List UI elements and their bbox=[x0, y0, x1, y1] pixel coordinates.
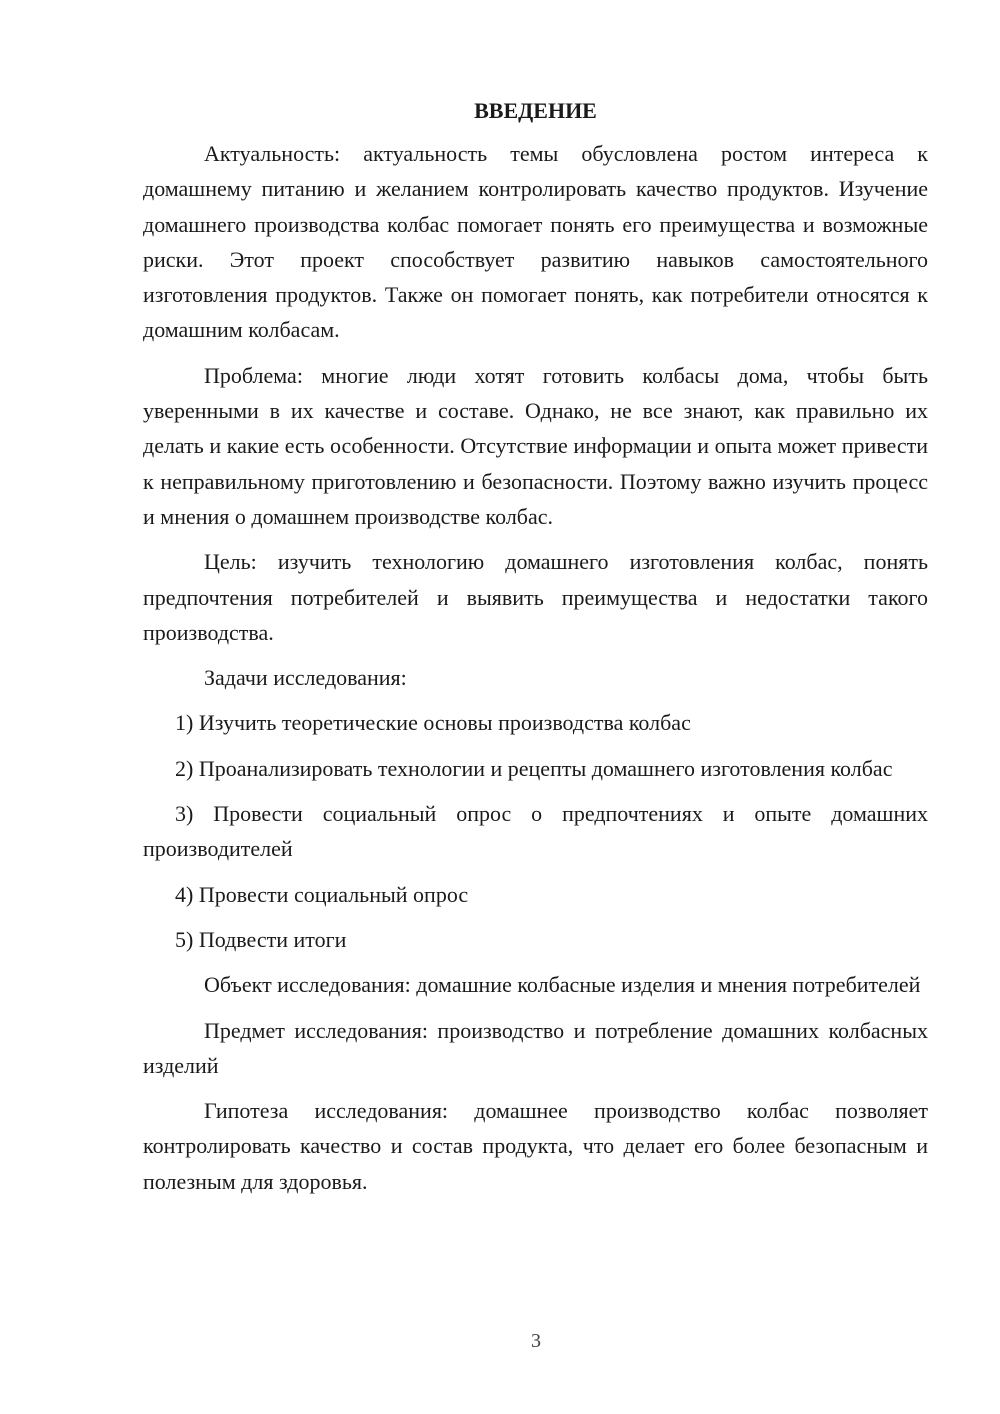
paragraph-problem: Проблема: многие люди хотят готовить колбасы дома, чтобы быть уверенными в их качестве и составе. Однако, не все знают, как правильно их делать и какие есть особенности. Отсутствие информации и опыта может привести к неправильному приготовлению и безопасности. Поэтому важно изучить процесс и мнения о домашнем производстве колбас. bbox=[143, 362, 928, 529]
paragraph-object: Объект исследования: домашние колбасные изделия и мнения потребителей bbox=[204, 972, 921, 998]
task-item-1: 1) Изучить теоретические основы производства колбас bbox=[175, 710, 691, 736]
task-item-4: 4) Провести социальный опрос bbox=[175, 881, 469, 907]
task-item-5: 5) Подвести итоги bbox=[175, 926, 347, 952]
page-body bbox=[143, 95, 928, 1209]
task-item-3: 3) Провести социальный опрос о предпочтениях и опыте домашних производителей bbox=[143, 801, 928, 862]
section-heading: ВВЕДЕНИЕ bbox=[474, 98, 597, 123]
paragraph-subject: Предмет исследования: производство и потребление домашних колбасных изделий bbox=[143, 1017, 928, 1078]
paragraph-relevance: Актуальность: актуальность темы обусловлена ростом интереса к домашнему питанию и желанием контролировать качество продуктов. Изучение домашнего производства колбас помогает понять его преимущества и возможные риски. Этот проект способствует развитию навыков самостоятельного изготовления продуктов. Также он помогает понять, как потребители относятся к домашним колбасам. bbox=[143, 141, 928, 343]
paragraph-tasks-intro: Задачи исследования: bbox=[204, 665, 407, 691]
paragraph-goal: Цель: изучить технологию домашнего изготовления колбас, понять предпочтения потребителей и выявить преимущества и недостатки такого производства. bbox=[143, 549, 928, 645]
task-item-2: 2) Проанализировать технологии и рецепты домашнего изготовления колбас bbox=[175, 755, 893, 781]
page-number: 3 bbox=[531, 1330, 541, 1352]
paragraph-hypothesis: Гипотеза исследования: домашнее производство колбас позволяет контролировать качество и состав продукта, что делает его более безопасным и полезным для здоровья. bbox=[143, 1098, 928, 1194]
